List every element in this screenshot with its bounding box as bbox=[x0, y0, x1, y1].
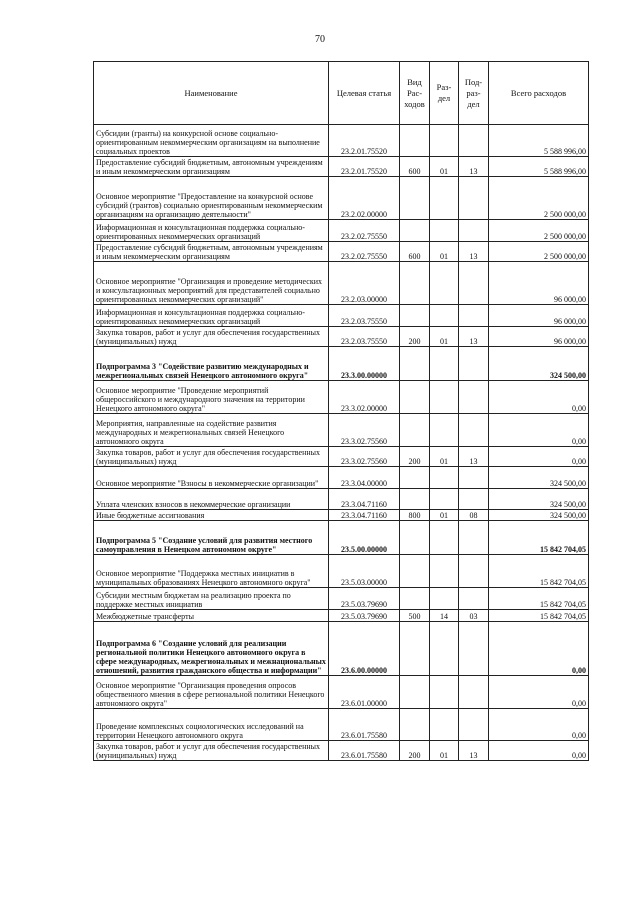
row-total: 15 842 704,05 bbox=[489, 555, 589, 588]
row-code: 23.2.02.00000 bbox=[329, 177, 400, 220]
row-section bbox=[430, 125, 459, 157]
row-name: Основное мероприятие "Поддержка местных инициатив в муниципальных образованиях Ненецкого автономного округа" bbox=[94, 555, 329, 588]
row-total: 0,00 bbox=[489, 381, 589, 414]
row-code: 23.3.02.75560 bbox=[329, 414, 400, 447]
table-row bbox=[94, 347, 589, 381]
row-subsection bbox=[459, 347, 489, 381]
row-expense-type bbox=[400, 381, 430, 414]
row-subsection bbox=[459, 177, 489, 220]
table-row bbox=[94, 177, 589, 220]
row-section bbox=[430, 305, 459, 327]
row-expense-type bbox=[400, 489, 430, 510]
row-name: Закупка товаров, работ и услуг для обеспечения государственных (муниципальных) нужд bbox=[94, 741, 329, 761]
row-section bbox=[430, 220, 459, 242]
row-name: Подпрограмма 5 "Создание условий для развития местного самоуправления в Ненецком автономном округе" bbox=[94, 521, 329, 555]
row-code: 23.6.01.75580 bbox=[329, 741, 400, 761]
row-subsection bbox=[459, 676, 489, 709]
row-total: 15 842 704,05 bbox=[489, 610, 589, 622]
row-subsection bbox=[459, 414, 489, 447]
page-number: 70 bbox=[315, 34, 325, 45]
row-subsection: 03 bbox=[459, 610, 489, 622]
table-row bbox=[94, 676, 589, 709]
row-subsection: 13 bbox=[459, 327, 489, 347]
row-section bbox=[430, 347, 459, 381]
row-code: 23.5.03.79690 bbox=[329, 610, 400, 622]
row-expense-type: 500 bbox=[400, 610, 430, 622]
table-body bbox=[94, 125, 589, 761]
table-row bbox=[94, 467, 589, 489]
table-row bbox=[94, 610, 589, 622]
row-section bbox=[430, 709, 459, 741]
row-code: 23.5.00.00000 bbox=[329, 521, 400, 555]
table-row bbox=[94, 242, 589, 262]
row-name: Основное мероприятие "Организация и проведение методических и консультационных мероприятий для представителей социально ориентированных некоммерческих организаций" bbox=[94, 262, 329, 305]
row-code: 23.3.02.00000 bbox=[329, 381, 400, 414]
row-code: 23.3.02.75560 bbox=[329, 447, 400, 467]
row-total: 5 588 996,00 bbox=[489, 157, 589, 177]
row-section bbox=[430, 521, 459, 555]
table-row bbox=[94, 381, 589, 414]
row-name: Основное мероприятие "Организация проведения опросов общественного мнения в сфере региональной политики Ненецкого автономного округа" bbox=[94, 676, 329, 709]
table-row bbox=[94, 305, 589, 327]
row-name: Информационная и консультационная поддержка социально-ориентированных некоммерческих организаций bbox=[94, 305, 329, 327]
row-total: 324 500,00 bbox=[489, 489, 589, 510]
header-total: Всего расходов bbox=[489, 62, 589, 125]
row-code: 23.2.01.75520 bbox=[329, 125, 400, 157]
row-expense-type bbox=[400, 125, 430, 157]
row-code: 23.3.04.00000 bbox=[329, 467, 400, 489]
row-total: 2 500 000,00 bbox=[489, 220, 589, 242]
table-row bbox=[94, 414, 589, 447]
table-row bbox=[94, 555, 589, 588]
row-expense-type bbox=[400, 676, 430, 709]
row-total: 96 000,00 bbox=[489, 305, 589, 327]
row-subsection: 08 bbox=[459, 510, 489, 521]
row-subsection bbox=[459, 489, 489, 510]
row-section bbox=[430, 489, 459, 510]
row-name: Основное мероприятие "Предоставление на конкурсной основе субсидий (грантов) социально ориентированным некоммерческим организациям на организацию деятельности" bbox=[94, 177, 329, 220]
row-name: Субсидии местным бюджетам на реализацию проекта по поддержке местных инициатив bbox=[94, 588, 329, 610]
table-row bbox=[94, 489, 589, 510]
row-expense-type: 600 bbox=[400, 242, 430, 262]
table-row bbox=[94, 157, 589, 177]
row-section bbox=[430, 177, 459, 220]
row-total: 0,00 bbox=[489, 622, 589, 676]
row-subsection bbox=[459, 381, 489, 414]
row-section: 01 bbox=[430, 242, 459, 262]
row-name: Уплата членских взносов в некоммерческие организации bbox=[94, 489, 329, 510]
row-section bbox=[430, 622, 459, 676]
table-row bbox=[94, 510, 589, 521]
row-subsection bbox=[459, 709, 489, 741]
row-name: Иные бюджетные ассигнования bbox=[94, 510, 329, 521]
row-total: 0,00 bbox=[489, 709, 589, 741]
row-subsection: 13 bbox=[459, 741, 489, 761]
row-subsection bbox=[459, 555, 489, 588]
row-section bbox=[430, 414, 459, 447]
row-subsection bbox=[459, 262, 489, 305]
row-subsection bbox=[459, 467, 489, 489]
row-subsection: 13 bbox=[459, 447, 489, 467]
row-name: Основное мероприятие "Проведение мероприятий общероссийского и международного значения на территории Ненецкого автономного округа" bbox=[94, 381, 329, 414]
row-expense-type bbox=[400, 177, 430, 220]
row-code: 23.6.01.75580 bbox=[329, 709, 400, 741]
row-subsection bbox=[459, 521, 489, 555]
row-subsection: 13 bbox=[459, 242, 489, 262]
row-subsection bbox=[459, 220, 489, 242]
table-row bbox=[94, 741, 589, 761]
header-subsection: Под-раз-дел bbox=[459, 62, 489, 125]
row-expense-type bbox=[400, 622, 430, 676]
row-code: 23.2.03.00000 bbox=[329, 262, 400, 305]
row-total: 0,00 bbox=[489, 447, 589, 467]
table-row bbox=[94, 447, 589, 467]
table-row bbox=[94, 262, 589, 305]
row-code: 23.2.02.75550 bbox=[329, 220, 400, 242]
budget-table bbox=[93, 61, 589, 761]
row-total: 0,00 bbox=[489, 676, 589, 709]
row-expense-type: 200 bbox=[400, 327, 430, 347]
header-expense-type: Вид Рас-ходов bbox=[400, 62, 430, 125]
row-section bbox=[430, 381, 459, 414]
row-subsection bbox=[459, 125, 489, 157]
table-row bbox=[94, 709, 589, 741]
row-subsection bbox=[459, 622, 489, 676]
row-expense-type: 800 bbox=[400, 510, 430, 521]
row-code: 23.5.03.79690 bbox=[329, 588, 400, 610]
row-name: Мероприятия, направленные на содействие развития международных и межрегиональных связей Ненецкого автономного округа bbox=[94, 414, 329, 447]
row-code: 23.5.03.00000 bbox=[329, 555, 400, 588]
row-expense-type: 200 bbox=[400, 741, 430, 761]
row-name: Закупка товаров, работ и услуг для обеспечения государственных (муниципальных) нужд bbox=[94, 447, 329, 467]
row-total: 0,00 bbox=[489, 741, 589, 761]
row-expense-type bbox=[400, 709, 430, 741]
row-section: 01 bbox=[430, 157, 459, 177]
row-total: 15 842 704,05 bbox=[489, 521, 589, 555]
row-total: 15 842 704,05 bbox=[489, 588, 589, 610]
row-section bbox=[430, 467, 459, 489]
row-subsection bbox=[459, 588, 489, 610]
row-code: 23.6.01.00000 bbox=[329, 676, 400, 709]
row-section: 01 bbox=[430, 741, 459, 761]
table-header-row bbox=[94, 62, 589, 125]
table-row bbox=[94, 588, 589, 610]
row-expense-type: 200 bbox=[400, 447, 430, 467]
row-section: 01 bbox=[430, 510, 459, 521]
row-section bbox=[430, 676, 459, 709]
row-name: Межбюджетные трансферты bbox=[94, 610, 329, 622]
row-code: 23.6.00.00000 bbox=[329, 622, 400, 676]
row-total: 96 000,00 bbox=[489, 327, 589, 347]
row-name: Предоставление субсидий бюджетным, автономным учреждениям и иным некоммерческим организациям bbox=[94, 157, 329, 177]
row-name: Информационная и консультационная поддержка социально-ориентированных некоммерческих организаций bbox=[94, 220, 329, 242]
row-name: Проведение комплексных социологических исследований на территории Ненецкого автономного округа bbox=[94, 709, 329, 741]
table-row bbox=[94, 521, 589, 555]
row-total: 2 500 000,00 bbox=[489, 177, 589, 220]
row-section bbox=[430, 588, 459, 610]
header-code: Целевая статья bbox=[329, 62, 400, 125]
table-row bbox=[94, 125, 589, 157]
row-expense-type bbox=[400, 467, 430, 489]
row-expense-type bbox=[400, 220, 430, 242]
row-expense-type bbox=[400, 347, 430, 381]
row-name: Закупка товаров, работ и услуг для обеспечения государственных (муниципальных) нужд bbox=[94, 327, 329, 347]
row-expense-type bbox=[400, 555, 430, 588]
row-name: Подпрограмма 6 "Создание условий для реализации региональной политики Ненецкого автономного округа в сфере международных, межрегиональных и межнациональных отношений, развития гражданского общества и информации" bbox=[94, 622, 329, 676]
row-total: 324 500,00 bbox=[489, 347, 589, 381]
row-name: Субсидии (гранты) на конкурсной основе социально-ориентированным некоммерческим организациям на выполнение социальных проектов bbox=[94, 125, 329, 157]
row-code: 23.3.00.00000 bbox=[329, 347, 400, 381]
row-total: 96 000,00 bbox=[489, 262, 589, 305]
row-section: 01 bbox=[430, 327, 459, 347]
row-code: 23.3.04.71160 bbox=[329, 489, 400, 510]
row-name: Основное мероприятие "Взносы в некоммерческие организации" bbox=[94, 467, 329, 489]
row-expense-type bbox=[400, 521, 430, 555]
row-name: Подпрограмма 3 "Содействие развитию международных и межрегиональных связей Ненецкого автономного округа" bbox=[94, 347, 329, 381]
row-code: 23.2.03.75550 bbox=[329, 305, 400, 327]
row-subsection: 13 bbox=[459, 157, 489, 177]
row-section bbox=[430, 555, 459, 588]
row-code: 23.2.01.75520 bbox=[329, 157, 400, 177]
row-section: 14 bbox=[430, 610, 459, 622]
row-total: 5 588 996,00 bbox=[489, 125, 589, 157]
row-total: 324 500,00 bbox=[489, 467, 589, 489]
row-expense-type bbox=[400, 262, 430, 305]
row-total: 324 500,00 bbox=[489, 510, 589, 521]
row-expense-type: 600 bbox=[400, 157, 430, 177]
row-section bbox=[430, 262, 459, 305]
row-total: 2 500 000,00 bbox=[489, 242, 589, 262]
row-code: 23.3.04.71160 bbox=[329, 510, 400, 521]
header-name: Наименование bbox=[94, 62, 329, 125]
table-row bbox=[94, 220, 589, 242]
row-expense-type bbox=[400, 414, 430, 447]
row-subsection bbox=[459, 305, 489, 327]
row-section: 01 bbox=[430, 447, 459, 467]
row-total: 0,00 bbox=[489, 414, 589, 447]
header-section: Раз-дел bbox=[430, 62, 459, 125]
table-row bbox=[94, 622, 589, 676]
row-expense-type bbox=[400, 305, 430, 327]
row-expense-type bbox=[400, 588, 430, 610]
table-row bbox=[94, 327, 589, 347]
row-code: 23.2.03.75550 bbox=[329, 327, 400, 347]
row-name: Предоставление субсидий бюджетным, автономным учреждениям и иным некоммерческим организациям bbox=[94, 242, 329, 262]
row-code: 23.2.02.75550 bbox=[329, 242, 400, 262]
